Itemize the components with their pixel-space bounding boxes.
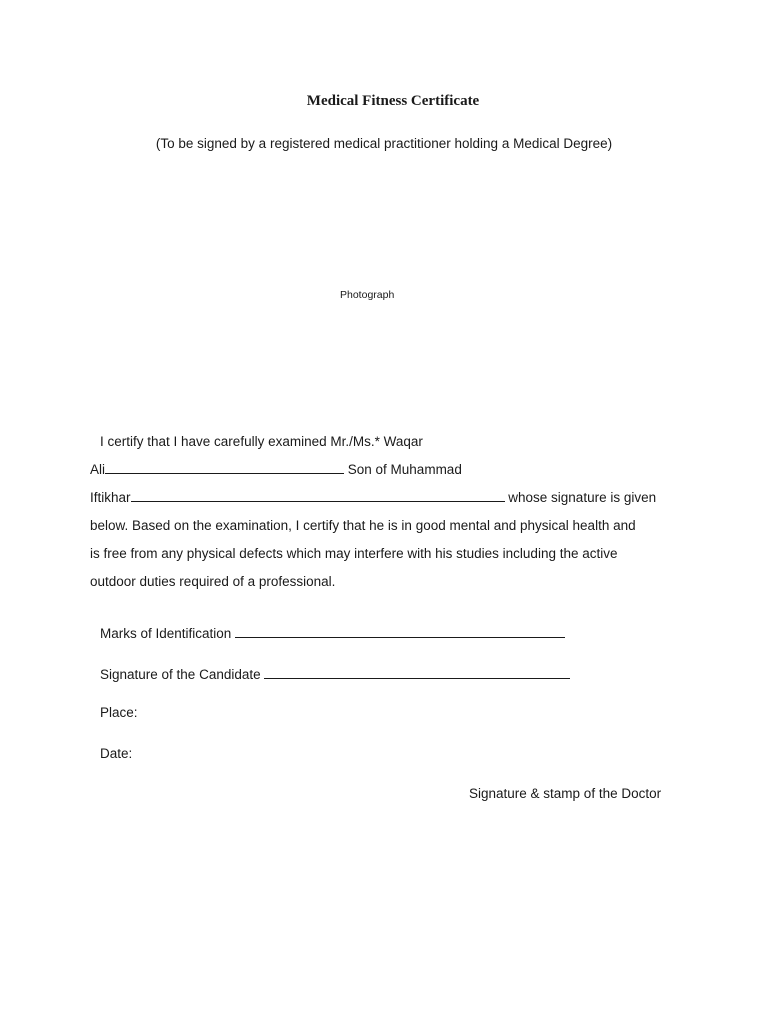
candidate-name-blank [105, 459, 344, 474]
page-title: Medical Fitness Certificate [306, 93, 480, 109]
date-label: Date: [100, 746, 133, 761]
doctor-signature-label: Signature & stamp of the Doctor [469, 786, 662, 801]
photograph-placeholder-label: Photograph [340, 289, 395, 301]
certification-line-4: below. Based on the examination, I certify that he is in good mental and physical health and [90, 518, 636, 533]
certification-line-2 [90, 456, 690, 484]
father-name-blank [131, 487, 505, 502]
candidate-name-end: Ali [90, 462, 106, 477]
subtitle: (To be signed by a registered medical practitioner holding a Medical Degree) [155, 136, 613, 151]
signature-given-text: whose signature is given [504, 490, 657, 505]
place-label: Place: [100, 705, 138, 720]
candidate-signature-field [100, 664, 570, 682]
certification-paragraph [90, 428, 690, 596]
father-name-end: Iftikhar [90, 490, 131, 505]
marks-label: Marks of Identification [100, 626, 236, 641]
marks-blank [235, 623, 565, 638]
certification-line-1: I certify that I have carefully examined Mr./Ms.* Waqar [100, 434, 423, 449]
date-field [100, 746, 132, 761]
marks-of-identification-field [100, 623, 565, 641]
candidate-signature-blank [264, 664, 570, 679]
certification-line-5: is free from any physical defects which may interfere with his studies including the active [90, 546, 618, 561]
candidate-signature-label: Signature of the Candidate [100, 667, 265, 682]
son-of-text: Son of Muhammad [344, 462, 462, 477]
certification-line-3 [90, 484, 690, 512]
place-field [100, 705, 138, 720]
certification-line-6: outdoor duties required of a professional. [90, 574, 336, 589]
